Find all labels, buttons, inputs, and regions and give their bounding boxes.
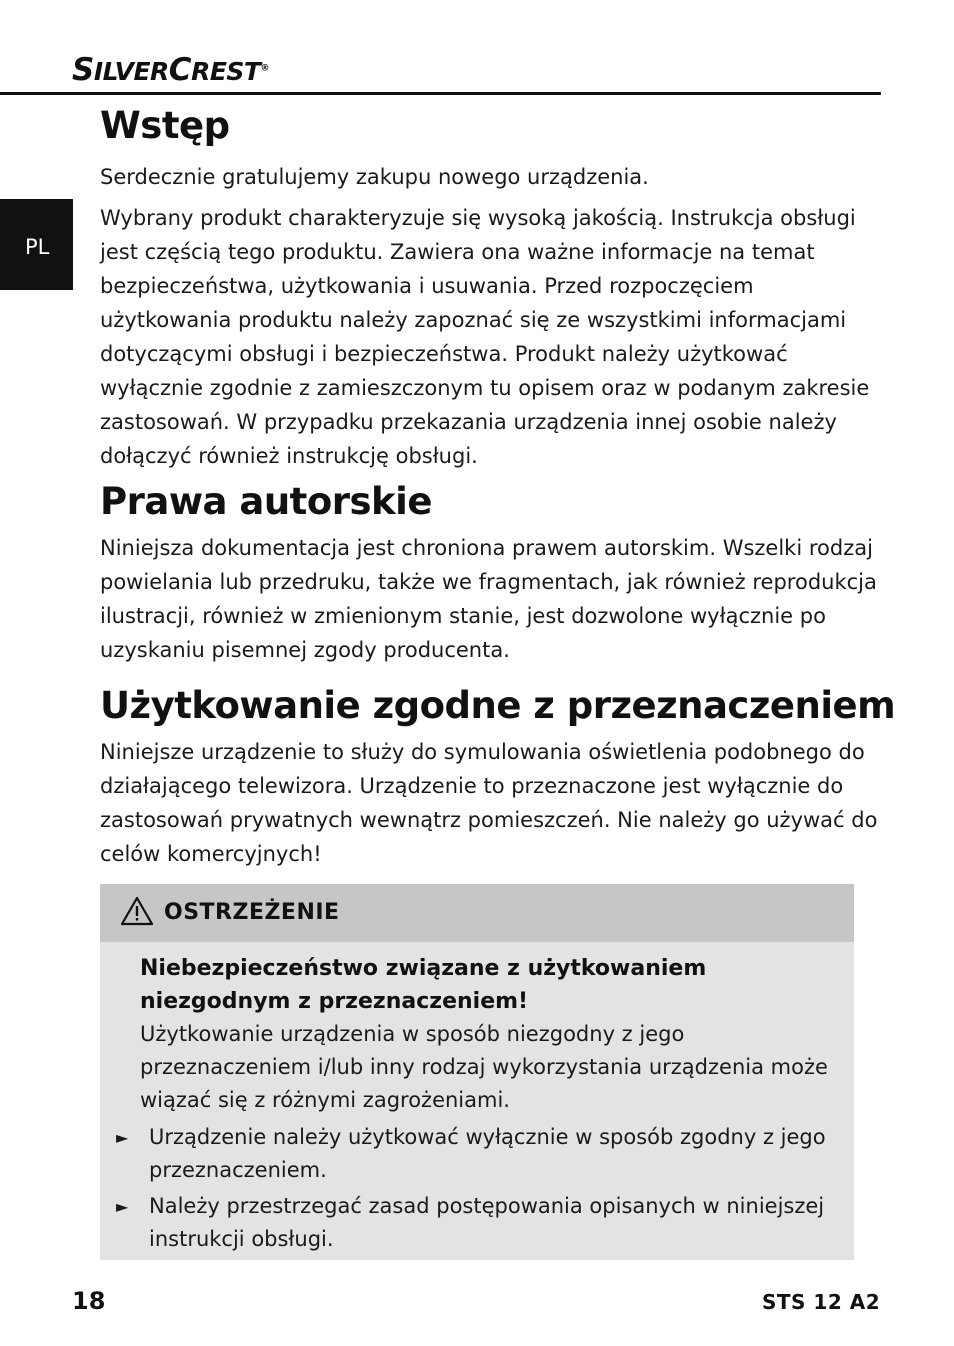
warning-heading: Niebezpieczeństwo związane z użytkowaniem niezgodnym z przeznaczeniem! xyxy=(140,956,707,1014)
registered-mark: ® xyxy=(260,63,269,74)
language-tab xyxy=(0,199,73,290)
warning-text: Użytkowanie urządzenia w sposób niezgodny z jego przeznaczeniem i/lub inny rodzaj wykorzystania urządzenia może wiązać się z różnymi zagrożeniami. xyxy=(140,1022,828,1112)
section-title-copyright: Prawa autorskie xyxy=(100,480,432,523)
logo-letter: S xyxy=(72,52,94,88)
copyright-body: Niniejsza dokumentacja jest chroniona prawem autorskim. Wszelki rodzaj powielania lub przedruku, także we fragmentach, jak również reprodukcja ilustracji, również w zmienionym stanie, jest dozwolone wyłącznie po uzyskaniu pisemnej zgody producenta. xyxy=(100,536,877,662)
warning-header xyxy=(100,884,854,942)
warning-bullet xyxy=(116,1121,836,1187)
bullet-text: Urządzenie należy użytkować wyłącznie w sposób zgodny z jego przeznaczeniem. xyxy=(149,1125,826,1182)
logo-text: REST xyxy=(191,57,261,86)
introduction-greeting: Serdecznie gratulujemy zakupu nowego urządzenia. xyxy=(100,165,649,189)
silvercrest-logo xyxy=(72,52,269,88)
warning-triangle-icon xyxy=(120,896,154,926)
header-divider xyxy=(0,92,881,95)
model-number: STS 12 A2 xyxy=(762,1290,881,1314)
logo-letter: C xyxy=(168,52,192,88)
warning-title: OSTRZEŻENIE xyxy=(164,900,340,925)
bullet-arrow-icon: ► xyxy=(116,1128,129,1147)
logo-text: ILVER xyxy=(93,57,169,86)
bullet-arrow-icon: ► xyxy=(116,1197,129,1216)
section-title-introduction: Wstęp xyxy=(100,104,230,147)
warning-bullet xyxy=(116,1190,836,1256)
section-title-intended-use: Użytkowanie zgodne z przeznaczeniem xyxy=(100,684,896,727)
introduction-body: Wybrany produkt charakteryzuje się wysoką jakością. Instrukcja obsługi jest częścią tego produktu. Zawiera ona ważne informacje na temat bezpieczeństwa, użytkowania i usuwania. Przed rozpoczęciem użytkowania produktu należy zapoznać się ze wszystkimi informacjami dotyczącymi obsługi i bezpieczeństwa. Produkt należy użytkować wyłącznie zgodnie z zamieszczonym tu opisem oraz w podanym zakresie zastosowań. W przypadku przekazania urządzenia innej osobie należy dołączyć również instrukcję obsługi. xyxy=(100,206,870,468)
page-number: 18 xyxy=(72,1287,106,1315)
language-label: PL xyxy=(25,235,50,259)
warning-box xyxy=(100,884,854,1260)
bullet-text: Należy przestrzegać zasad postępowania opisanych w niniejszej instrukcji obsługi. xyxy=(149,1194,825,1251)
intended-use-body: Niniejsze urządzenie to służy do symulowania oświetlenia podobnego do działającego telewizora. Urządzenie to przeznaczone jest wyłącznie do zastosowań prywatnych wewnątrz pomieszczeń. Nie należy go używać do celów komercyjnych! xyxy=(100,740,878,866)
